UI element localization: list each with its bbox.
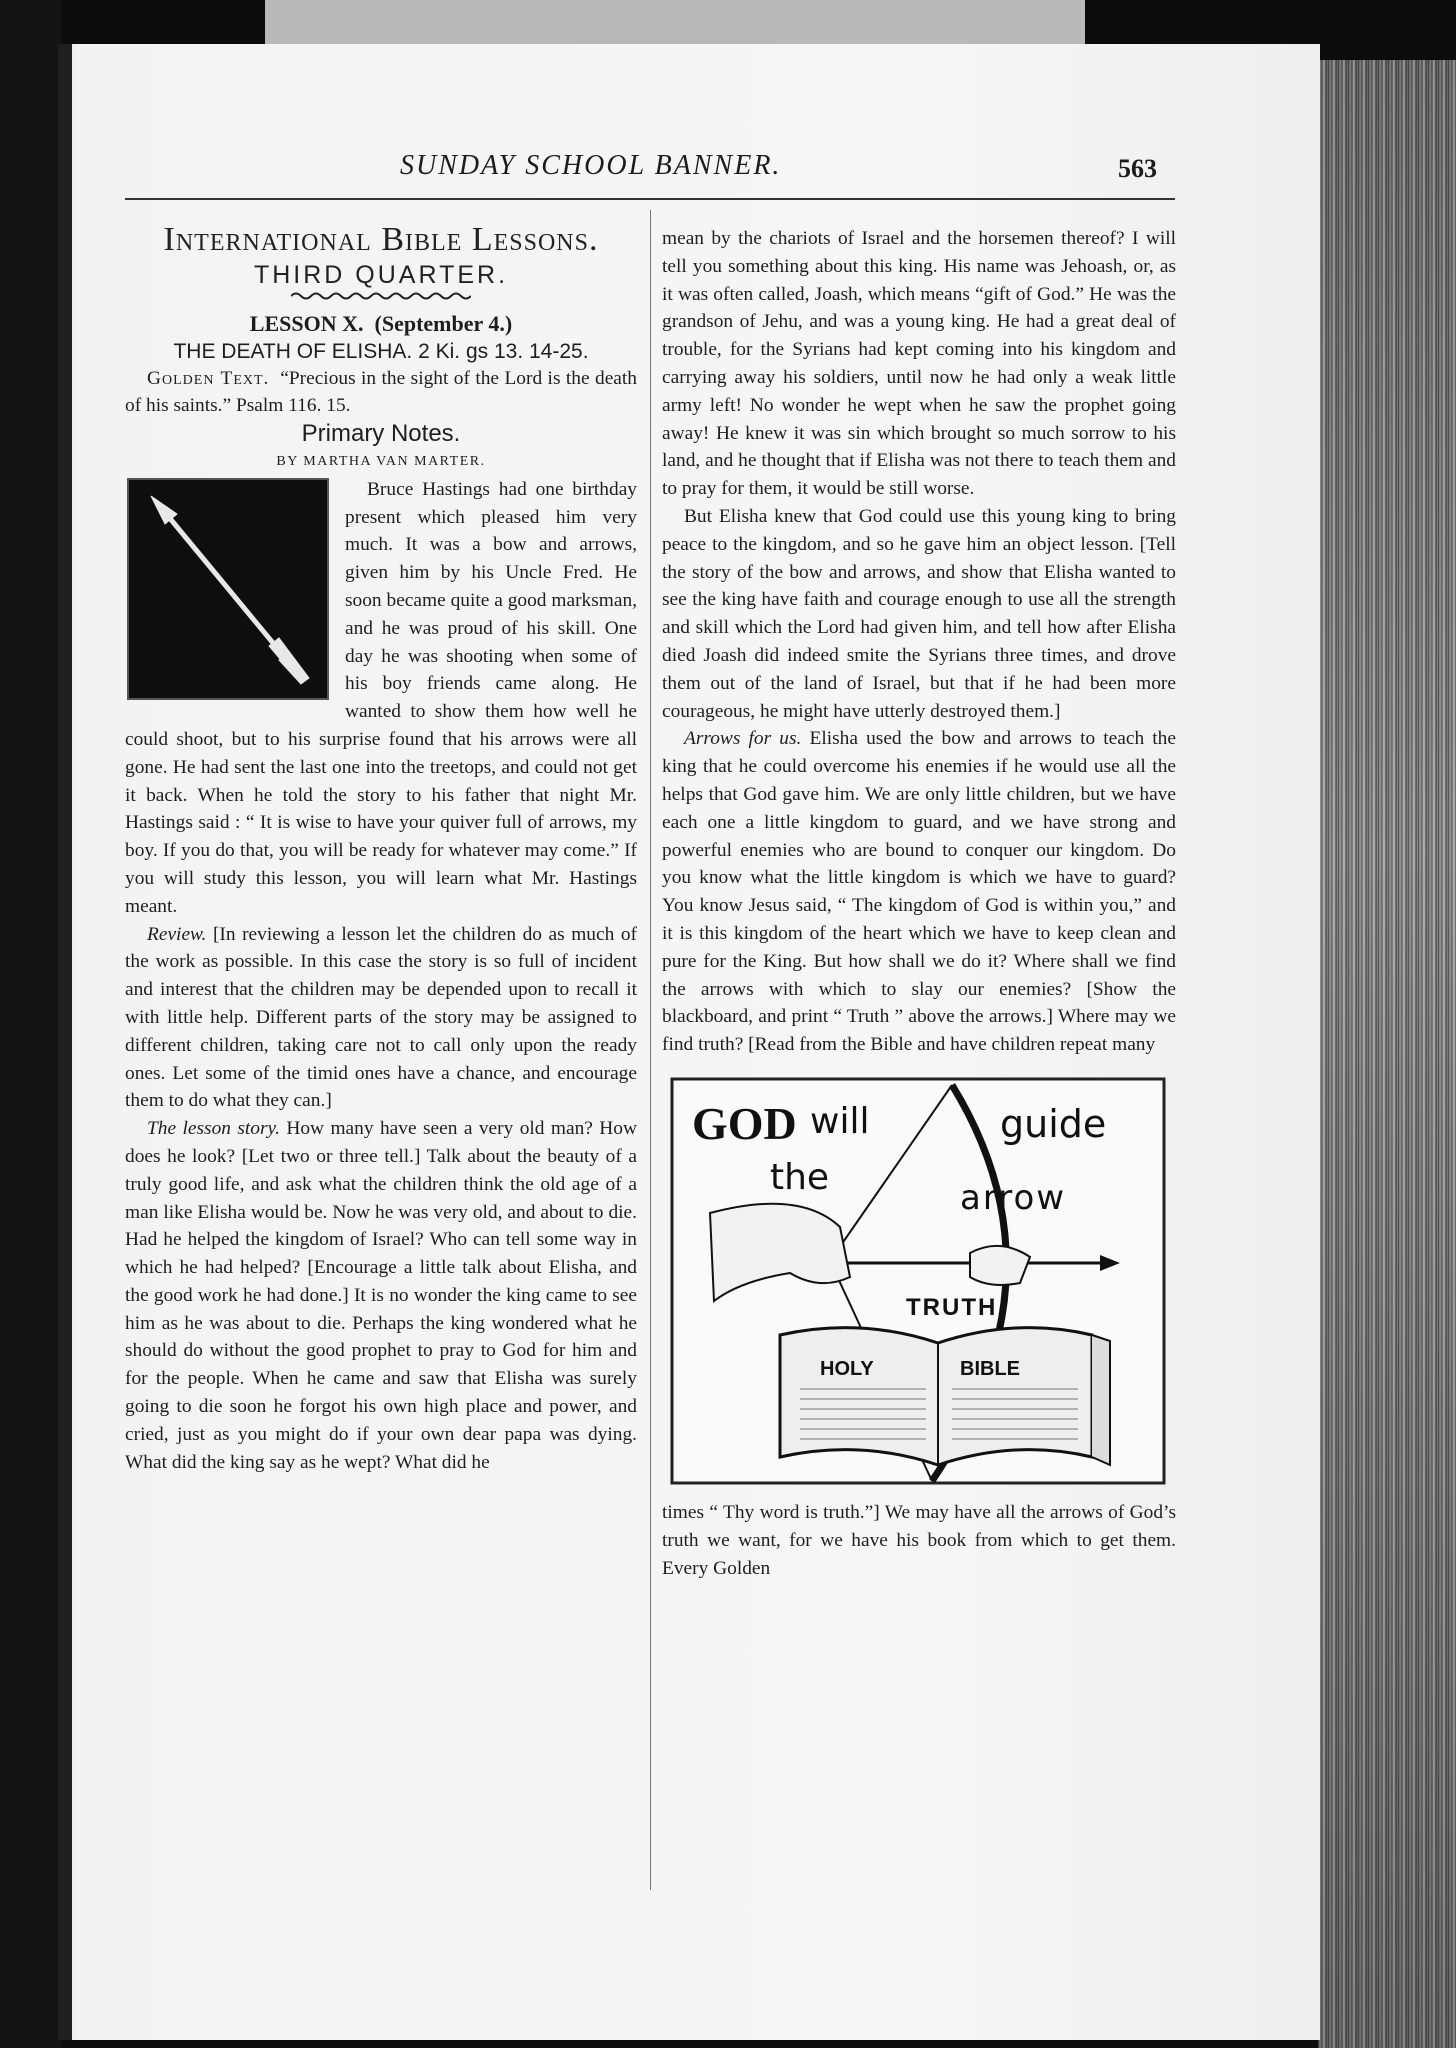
arrows-text: Elisha used the bow and arrows to teach the king that he could overcome his enemies if he would use all the helps that God gave him. We are only little children, but we have each one a little kingdom to guard, and we have strong and powerful enemies who are bound to conquer our kingdom. Do you know what the little kingdom is which we have to guard? You know Jesus said, “ The kingdom of God is within you,” and it is this kingdom of the heart which we have to keep clean and pure for the King. But how shall we do it? Where shall we find the arrows with which to slay our enemies? [Show the blackboard, and print “ Truth ” above the arrows.] Where may we find truth? [Read from the Bible and have children repeat many bbox=[662, 728, 1176, 1056]
golden-text-label: Golden Text. bbox=[147, 367, 270, 389]
left-column bbox=[125, 218, 637, 1476]
word-god: GOD bbox=[692, 1097, 797, 1149]
running-title: SUNDAY SCHOOL BANNER. bbox=[400, 150, 782, 181]
word-holy: HOLY bbox=[820, 1357, 874, 1380]
series-title: International Bible Lessons. bbox=[163, 221, 599, 258]
column-divider bbox=[650, 210, 651, 1890]
page-edges-stack bbox=[1318, 60, 1456, 2048]
word-bible: BIBLE bbox=[960, 1357, 1020, 1380]
word-guide: guide bbox=[1000, 1101, 1107, 1146]
lesson-number: LESSON X. bbox=[249, 310, 364, 336]
chariots-paragraph: mean by the chariots of Israel and the horsemen thereof? I will tell you something about this king. His name was Jehoash, or, as it was often called, Joash, which means “gift of God.” He was the grandson of Jehu, and was a young king. He had a great deal of trouble, for the Syrians had kept coming into his kingdom and carrying away his soldiers, until now he had only a weak little army left! No wonder he wept when he saw the prophet going away! He knew it was sin which brought so much sorrow to his land, and he thought that if Elisha was not there to teach them and to pray for them, it would be still worse. bbox=[662, 228, 1176, 500]
word-truth: TRUTH bbox=[906, 1293, 998, 1321]
story-text: How many have seen a very old man? How does he look? [Let two or three tell.] Talk about the beauty of a truly good life, and ask what the children think the old age of a man like Elisha would be. Now he was very old, and about to die. Had he helped the kingdom of Israel? Who can tell some way in which he had helped? [Encourage a little talk about Elisha, and the good work he had done.] It is no wonder the king came to see him as he was about to die. Perhaps the king wondered what he should do without the good prophet to pray to God for him and for the people. When he came and saw that Elisha was surely going to die soon he forgot his own high place and power, and cried, just as you might do if your own dear papa was dying. What did the king say as he wept? What did he bbox=[125, 1118, 637, 1473]
story-label: The lesson story. bbox=[147, 1118, 280, 1140]
lesson-subject: THE DEATH OF ELISHA. 2 Ki. gs 13. 14-25. bbox=[173, 339, 589, 363]
primary-notes-title: Primary Notes. bbox=[301, 420, 461, 448]
wavy-rule-ornament bbox=[291, 290, 471, 302]
page-number: 563 bbox=[1118, 154, 1157, 183]
header-rule bbox=[125, 198, 1175, 200]
arrow-illustration bbox=[127, 478, 329, 700]
book-binding-shadow bbox=[0, 0, 62, 2048]
quarter-heading: THIRD QUARTER. bbox=[253, 261, 509, 289]
review-text: [In reviewing a lesson let the children do as much of the work as possible. In this case the story is so full of incident and interest that the children may be depended upon to recall it with little help. Different parts of the story may be assigned to different children, taking care not to call only upon the ready ones. Let some of the timid ones have a chance, and encourage them to do what they can.] bbox=[125, 923, 637, 1112]
golden-text-quote: “Precious in the sight of the Lord is the death of his saints.” Psalm 116. 15. bbox=[125, 367, 637, 417]
review-paragraph bbox=[125, 921, 637, 1116]
arrows-for-us-paragraph bbox=[662, 725, 1176, 1059]
arrows-label: Arrows for us. bbox=[684, 728, 802, 750]
object-lesson-paragraph: But Elisha knew that God could use this young king to bring peace to the kingdom, and so he gave him an object lesson. [Tell the story of the bow and arrows, and show that Elisha wanted to see the king have faith and courage enough to use all the strength and skill which the Lord had given him, and tell how after Elisha died Joash did indeed smite the Syrians three times, and drove them out of the land of Israel, but that if he had been more courageous, he might have utterly destroyed them.] bbox=[662, 505, 1176, 722]
lesson-number-line bbox=[125, 310, 637, 338]
blackboard-illustration bbox=[670, 1077, 1166, 1485]
closing-paragraph: times “ Thy word is truth.”] We may have all the arrows of God’s truth we want, for we have his book from which to get them. Every Golden bbox=[662, 1501, 1176, 1579]
gutter-shadow bbox=[58, 44, 72, 2040]
golden-text bbox=[125, 365, 637, 421]
word-the: the bbox=[770, 1156, 830, 1198]
intro-paragraph: Bruce Hastings had one birthday present which pleased him very much. It was a bow and arrows, given him by his Uncle Fred. He soon became quite a good marksman, and he was proud of his skill. One day he was shooting when some of his boy friends came along. He wanted to show them how well he could shoot, but to his surprise found that his arrows were all gone. He had sent the last one into the treetops, and could not get it back. When he told the story to his father that night Mr. Hastings said : “ It is wise to have your quiver full of arrows, my boy. If you do that, you will be ready for whatever may come.” If you will study this lesson, you will learn what Mr. Hastings meant. bbox=[125, 478, 637, 917]
right-column bbox=[662, 225, 1176, 1582]
lesson-date: (September 4.) bbox=[374, 310, 513, 336]
word-will: will bbox=[810, 1100, 870, 1142]
author-byline: BY MARTHA VAN MARTER. bbox=[276, 453, 486, 469]
lesson-story-paragraph bbox=[125, 1115, 637, 1476]
review-label: Review. bbox=[147, 923, 207, 945]
word-arrow: arrow bbox=[960, 1177, 1067, 1218]
